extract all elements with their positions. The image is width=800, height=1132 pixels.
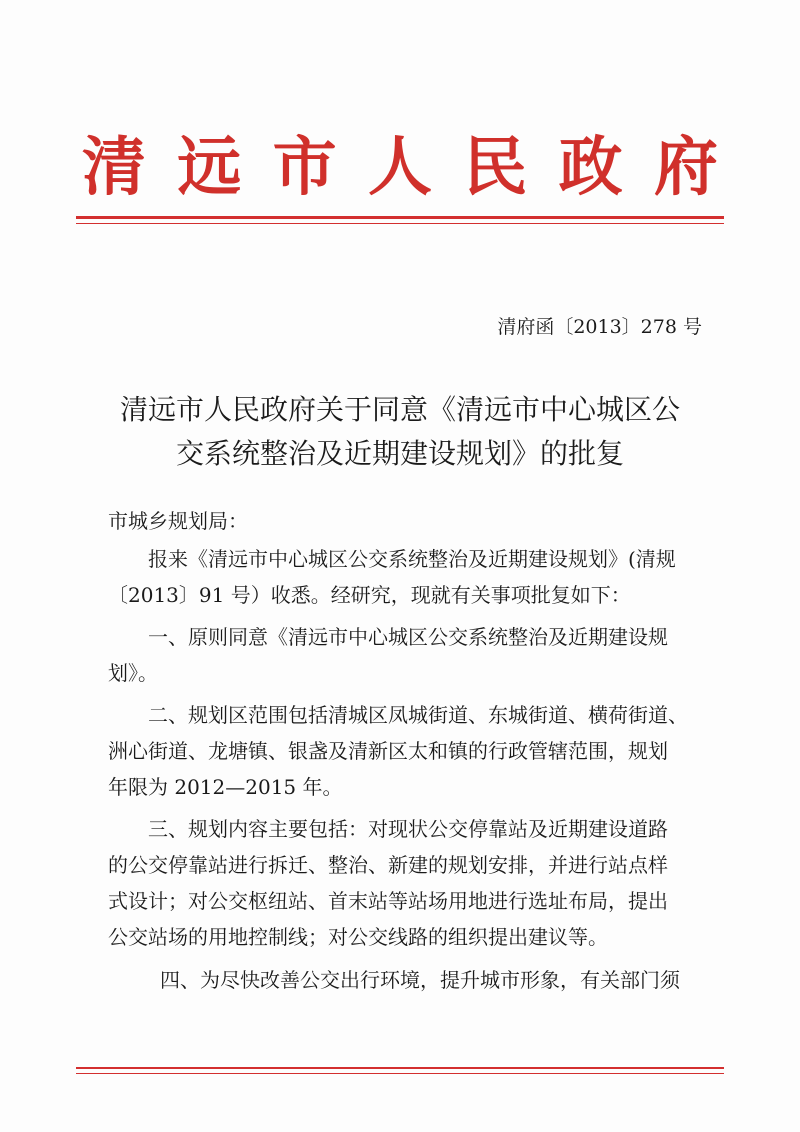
header-char-7: 府 [653, 130, 718, 205]
paragraph-1-line-1: 报来《清远市中心城区公交系统整治及近期建设规划》(清规 [148, 547, 676, 571]
header-char-3: 市 [272, 130, 337, 205]
paragraph-3-line-2: 洲心街道、龙塘镇、银盏及清新区太和镇的行政管辖范围，规划 [108, 739, 668, 763]
paragraph-2-line-1: 一、原则同意《清远市中心城区公交系统整治及近期建设规 [148, 625, 668, 649]
paragraph-3-line-1: 二、规划区范围包括清城区凤城街道、东城街道、横荷街道、 [148, 703, 688, 727]
salutation: 市城乡规划局： [108, 509, 248, 533]
header-char-4: 人 [367, 130, 432, 205]
paragraph-4-line-2: 的公交停靠站进行拆迁、整治、新建的规划安排，并进行站点样 [108, 853, 668, 877]
header-divider-thin [76, 223, 724, 224]
paragraph-4-line-1: 三、规划内容主要包括：对现状公交停靠站及近期建设道路 [148, 817, 668, 841]
document-title [80, 388, 720, 476]
header-char-5: 民 [463, 130, 528, 205]
header-char-1: 清 [82, 130, 146, 205]
document-title-line-2: 交系统整治及近期建设规划》的批复 [175, 437, 624, 470]
paragraph-2-line-2: 划》。 [108, 661, 158, 685]
paragraph-1-line-2: 〔2013〕91 号）收悉。经研究，现就有关事项批复如下： [108, 583, 631, 607]
document-title-line-1: 清远市人民政府关于同意《清远市中心城区公 [119, 393, 680, 426]
header-char-2: 远 [177, 130, 242, 205]
paragraph-4-line-3: 式设计；对公交枢纽站、首末站等站场用地进行选址布局，提出 [108, 889, 668, 913]
paragraph-3-line-3: 年限为 2012—2015 年。 [108, 775, 343, 799]
paragraph-5-line-1: 四、为尽快改善公交出行环境，提升城市形象，有关部门须 [160, 968, 680, 992]
footer-divider-thin [76, 1073, 724, 1074]
header-char-6: 政 [558, 130, 623, 205]
issuing-authority-header [82, 128, 718, 208]
document-number: 清府函〔2013〕278 号 [497, 316, 702, 338]
header-divider-thick [76, 216, 724, 219]
paragraph-4-line-4: 公交站场的用地控制线；对公交线路的组织提出建议等。 [108, 925, 608, 949]
footer-divider-thick [76, 1067, 724, 1069]
